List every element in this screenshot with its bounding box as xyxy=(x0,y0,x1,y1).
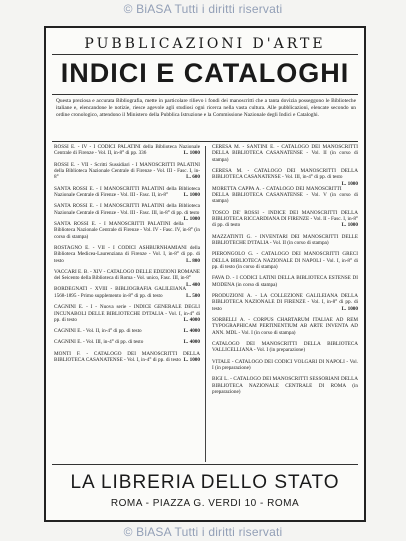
entry-text: CATALOGO DEI MANOSCRITTI DELLA BIBLIOTECA VALLICELLIANA - Vol. I (in preparazione) xyxy=(212,340,358,354)
column-separator xyxy=(205,146,206,462)
entry-text: SORBELLI A. - CORPUS CHARTARUM ITALIAE AD REM TYPOGRAPHICAM PERTINENTIUM AB ARTE INVENTA AD ANN. MDL - Vol. I (in corso di stampa) xyxy=(212,316,358,336)
entry-text: PRODUZIONI A. - LA COLLEZIONE GALILEIANA DELLA BIBLIOTECA NAZIONALE DI FIRENZE - Vol. I, in-8° di pp. di testo xyxy=(212,292,358,312)
footer-rule xyxy=(52,464,358,465)
entry-text: CERESA M. - SANTINI E. - CATALOGO DEI MANOSCRITTI DELLA BIBLIOTECA CASANATENSE - Vol. II (in corso di stampa) xyxy=(212,144,358,163)
entry-price: L. 1000 xyxy=(341,222,358,229)
entry-price: L. 1000 xyxy=(341,180,358,187)
entry-price: L. 1000 xyxy=(183,150,200,157)
entry-text: BORDEGNATI - XVIII - BIBLIOGRAFIA GALILEIANA 1568-1895 - Primo supplemento in-8° di pp. di testo xyxy=(54,286,187,299)
entry-text: VITALE - CATALOGO DEI CODICI VOLGARI DI NAPOLI - Vol. I (in preparazione) xyxy=(212,358,358,371)
entry-text: PIERONGOLO G. - CATALOGO DEI MANOSCRITTI GRECI DELLA BIBLIOTECA NAZIONALE DI NAPOLI - Vol. I, in-8° di pp. di testo (in corso di stampa) xyxy=(212,251,358,271)
catalog-entry xyxy=(212,293,358,312)
entry-text: SANTA ROSSI E. - I MANOSCRITTI PALATINI della Biblioteca Nazionale Centrale di Firenze - Vol. III - Fasc. II, in-8° xyxy=(54,185,200,199)
entry-text: CAGNINI E. - Vol. II, in-4° di pp. di testo xyxy=(54,328,142,335)
entry-text: ROSSI E. - IV - I CODICI PALATINI della Biblioteca Nazionale Centrale di Firenze - Vol. II, in-8° di pp. 336 xyxy=(54,144,200,157)
header-subtitle: PUBBLICAZIONI D'ARTE xyxy=(84,36,326,52)
entry-price: L. 1000 xyxy=(183,216,200,223)
entry-text: ROSTAGNO E. - VII - I CODICI ASHBURNHAMIANI della Biblioteca Medicea-Laurenziana di Firenze - Vol. I, in-8° di pp. di testo xyxy=(54,244,200,264)
entry-text: SANTA ROSSI E. - I MANOSCRITTI PALATINI della Biblioteca Nazionale Centrale di Firenze - Vol. IV - Fasc. IV, in-8° (in corso di stampa) xyxy=(54,220,200,240)
entry-text: BIGI L. - CATALOGO DEI MANOSCRITTI SESSORIANI DELLA BIBLIOTECA NAZIONALE CENTRALE DI ROMA (in preparazione) xyxy=(212,376,358,395)
entry-text: MORETTA CAPPA A. - CATALOGO DEI MANOSCRITTI DELLA BIBLIOTECA CASANATENSE - Vol. V (in corso di stampa) xyxy=(212,185,358,205)
catalog-entry xyxy=(54,304,200,323)
entry-text: CERESA M. - CATALOGO DEI MANOSCRITTI DELLA BIBLIOTECA CASANATENSE - Vol. III, in-4° di pp. di testo xyxy=(212,168,358,181)
advertisement-frame xyxy=(44,26,366,522)
right-column xyxy=(212,144,358,400)
entry-price: L. 4000 xyxy=(183,328,200,335)
entry-price: L. 800 xyxy=(186,257,200,264)
catalog-entry xyxy=(212,251,358,270)
catalog-entry xyxy=(212,168,358,187)
entry-price: L. 4000 xyxy=(183,316,200,323)
catalog-entry xyxy=(54,268,200,288)
publisher-address: ROMA - PIAZZA G. VERDI 10 - ROMA xyxy=(110,498,300,509)
catalog-entry xyxy=(54,286,200,299)
entry-text: MONTI F. - CATALOGO DEI MANOSCRITTI DELLA BIBLIOTECA CASANATENSE - Vol. I, in-4° di pp. di testo xyxy=(54,350,200,363)
entry-text: FAVA D. - I CODICI LATINI DELLA BIBLIOTECA ESTENSE DI MODENA (in corso di stampa) xyxy=(212,275,358,288)
title-rule xyxy=(52,94,358,95)
entry-price: L. 400 xyxy=(186,281,200,288)
entry-text: SANTA ROSSI E. - I MANOSCRITTI PALATINI della Biblioteca Nazionale Centrale di Firenze - Vol. III - Fasc. III, in-8° di pp. di testo xyxy=(54,203,200,216)
entry-text: MAZZATINTI G. - INVENTARI DEI MANOSCRITTI DELLE BIBLIOTECHE D'ITALIA - Vol. II (in corso di stampa) xyxy=(212,233,358,247)
catalog-entry xyxy=(54,351,200,364)
catalog-entry xyxy=(54,221,200,240)
entry-price: L. 1000 xyxy=(183,192,200,199)
entry-price: L. 500 xyxy=(186,292,200,299)
entry-price: L. 4000 xyxy=(183,339,200,346)
catalog-entry xyxy=(212,234,358,247)
entry-text: VACCARI E. B. - XIV - CATALOGO DELLE EDIZIONI ROMANE del Seicento della Biblioteca di Roma - Vol. unico, Fasc. III, in-8° xyxy=(54,268,200,282)
main-title: INDICI E CATALOGHI xyxy=(60,58,350,88)
catalog-entry xyxy=(54,162,200,181)
intro-paragraph: Questa preziosa e accurata Bibliografia, mette in particolare rilievo i fondi dei manoscritti che a tanta dovizia posseggono le Biblioteche italiane e, elencandone le notizie, riesce agevole agli studiosi ogni ricerca nella vasta cultura. Alle pubblicazioni, elencate secondo un ordine cronologico, attendono il Ministero della Pubblica Istruzione e la Commissione Nazionale degli Indici e Cataloghi. xyxy=(56,98,356,119)
entry-price: L. 600 xyxy=(186,174,200,181)
catalog-entry xyxy=(54,328,200,334)
catalog-entry xyxy=(54,245,200,264)
catalog-entry xyxy=(54,186,200,199)
catalog-entry xyxy=(54,339,200,345)
catalog-entry xyxy=(212,275,358,288)
catalog-entry xyxy=(212,341,358,354)
catalog-entry xyxy=(212,144,358,163)
catalog-entry xyxy=(212,376,358,395)
watermark-top: © BiASA Tutti i diritti riservati xyxy=(123,2,283,16)
entry-price: L. 1000 xyxy=(341,305,358,312)
entry-price: L. 1000 xyxy=(183,356,200,363)
catalog-entry xyxy=(54,203,200,223)
entry-text: CAGNINI E. - I - Nuova serie - INDICE GENERALE DEGLI INCUNABOLI DELLE BIBLIOTECHE D'ITALIA - Vol. I, in-4° di pp. di testo xyxy=(54,304,200,323)
publisher-name: LA LIBRERIA DELLO STATO xyxy=(70,472,340,493)
watermark-bottom: © BiASA Tutti i diritti riservati xyxy=(123,525,283,539)
catalog-entry xyxy=(212,186,358,205)
catalog-entry xyxy=(212,317,358,336)
entry-text: CAGNINI E. - Vol. III, in-4° di pp. di testo xyxy=(54,339,144,346)
left-column xyxy=(54,144,200,368)
catalog-entry xyxy=(54,144,200,157)
intro-rule xyxy=(52,141,358,142)
entry-text: TOSCO DE' ROSSI - INDICE DEI MANOSCRITTI DELLA BIBLIOTECA RICCARDIANA DI FIRENZE - Vol. II - Fasc. I, in-8° di pp. di testo xyxy=(212,209,358,229)
catalog-entry xyxy=(212,359,358,372)
header-rule xyxy=(52,54,358,55)
entry-text: ROSSI E. - VII - Scritti Sussidiari - I MANOSCRITTI PALATINI della Biblioteca Nazionale Centrale di Firenze - Vol. III - Fasc. I, in-8° xyxy=(54,161,200,181)
catalog-entry xyxy=(212,210,358,229)
